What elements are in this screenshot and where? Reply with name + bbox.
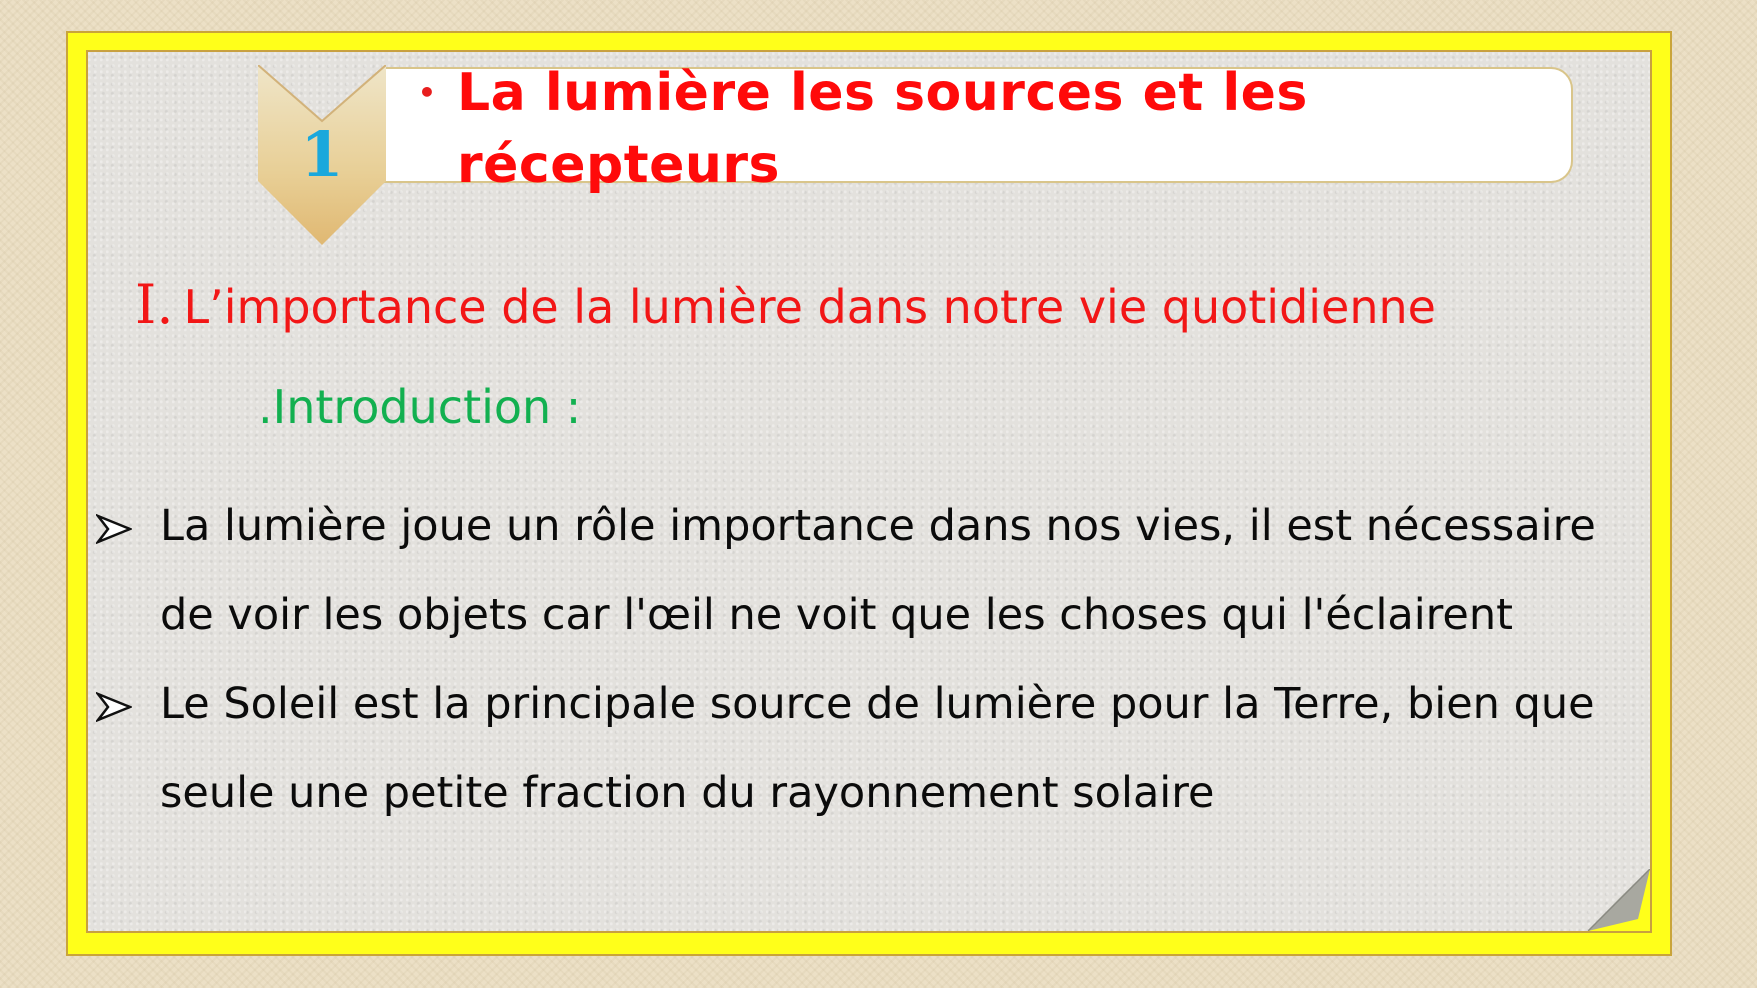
bullet-list <box>96 482 1636 838</box>
section-number: 1 <box>300 118 344 191</box>
intro-label: .Introduction : <box>258 380 582 434</box>
section-numeral: I. <box>135 273 174 336</box>
section-heading <box>135 273 1436 336</box>
bullet-text: La lumière joue un rôle importance dans nos vies, il est nécessaire de voir les objets car l'œil ne voit que les choses qui l'éclairent <box>160 501 1596 640</box>
list-item <box>96 482 1636 660</box>
arrow-bullet-icon <box>96 692 132 722</box>
list-item <box>96 660 1636 838</box>
page-curl-icon <box>1588 869 1650 931</box>
section-heading-text: L’importance de la lumière dans notre vie quotidienne <box>183 280 1436 334</box>
slide-title: La lumière les sources et les récepteurs <box>457 63 1308 195</box>
title-bullet-icon: • <box>418 76 436 109</box>
bullet-text: Le Soleil est la principale source de lumière pour la Terre, bien que seule une petite fraction du rayonnement solaire <box>160 679 1595 818</box>
arrow-bullet-icon <box>96 514 132 544</box>
